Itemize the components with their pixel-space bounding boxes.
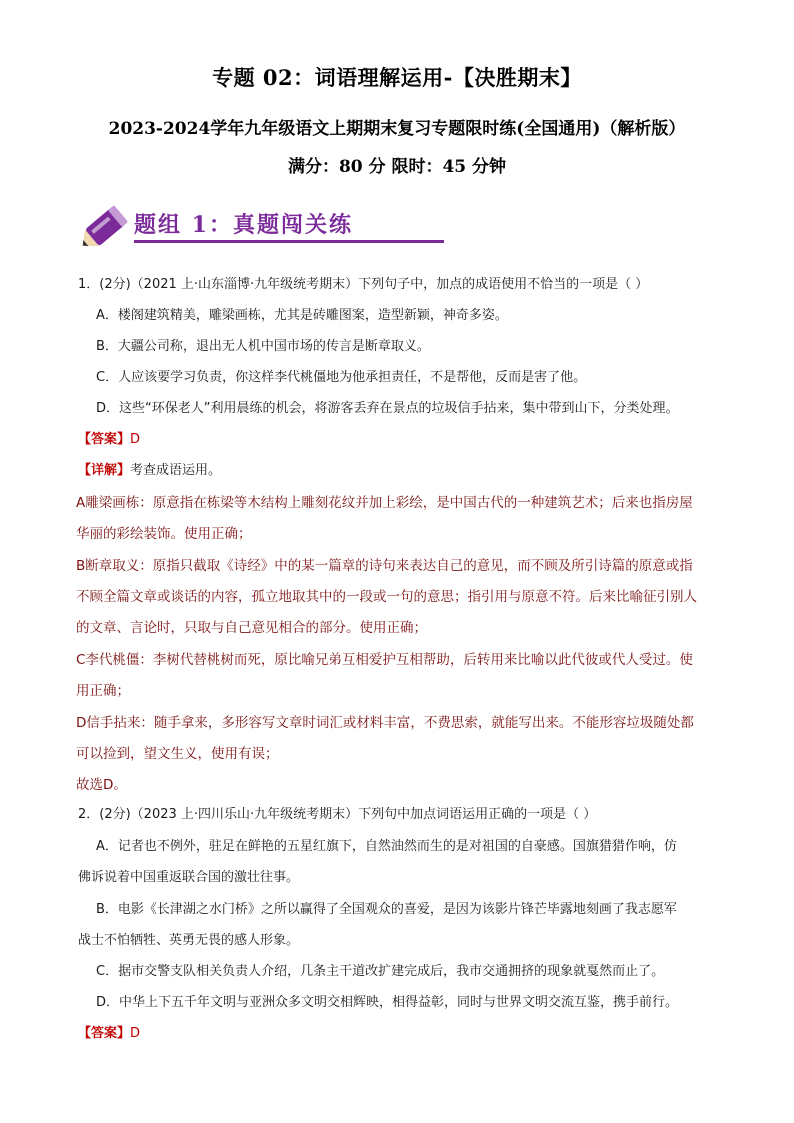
banner-underline	[134, 240, 444, 243]
q2-answer-label: 【答案】	[78, 1026, 131, 1041]
q2-stem: 2．(2分)（2023 上·四川乐山·九年级统考期末）下列句中加点词语运用正确的一项是（ ）	[78, 807, 597, 822]
q1-explanation-b-3: 的文章、言论时，只取与自己意见相合的部分。使用正确；	[76, 620, 427, 636]
q2-answer	[78, 1025, 140, 1043]
q1-option-d: D．这些“环保老人”利用晨练的机会，将游客丢弃在景点的垃圾信手拈来，集中带到山下，分类处理。	[96, 401, 679, 416]
q2-option-b-1: B．电影《长津湖之水门桥》之所以赢得了全国观众的喜爱，是因为该影片锋芒毕露地刻画了我志愿军	[96, 902, 677, 917]
q1-detail-label: 【详解】	[78, 463, 131, 478]
score-time-line: 满分：80 分 限时：45 分钟	[287, 157, 507, 177]
q1-detail-intro: 考查成语运用。	[130, 463, 222, 478]
q1-explanation-d-2: 可以捡到，望文生义，使用有误；	[76, 746, 279, 762]
q1-answer	[78, 431, 140, 449]
q1-explanation-c-2: 用正确；	[76, 683, 130, 699]
q1-explanation-b-2: 不顾全篇文章或谈话的内容，孤立地取其中的一段或一句的意思；指引用与原意不符。后来比喻征引别人	[76, 589, 697, 605]
q1-answer-label: 【答案】	[78, 432, 131, 447]
q1-explanation-a-2: 华丽的彩绘装饰。使用正确；	[76, 526, 252, 542]
section-banner	[74, 196, 374, 258]
q1-conclusion: 故选D。	[76, 777, 127, 793]
q1-stem: 1．(2分)（2021 上·山东淄博·九年级统考期末）下列句子中，加点的成语使用不恰当的一项是（ ）	[78, 277, 649, 292]
document-subtitle: 2023-2024学年九年级语文上期期末复习专题限时练(全国通用)（解析版）	[108, 119, 686, 139]
q1-explanation-b-1: B断章取义：原指只截取《诗经》中的某一篇章的诗句来表达自己的意见，而不顾及所引诗篇的原意或指	[76, 558, 693, 574]
q2-option-a-2: 佛诉说着中国重返联合国的激壮往事。	[78, 870, 300, 885]
q1-option-b: B．大疆公司称，退出无人机中国市场的传言是断章取义。	[96, 339, 430, 354]
q2-option-b-2: 战士不怕牺牲、英勇无畏的感人形象。	[78, 933, 300, 948]
pencil-icon	[74, 196, 136, 258]
q2-answer-value: D	[130, 1026, 141, 1041]
q1-option-c: C．人应该要学习负责，你这样李代桃僵地为他承担责任，不是帮他，反而是害了他。	[96, 370, 587, 385]
q1-answer-value: D	[130, 432, 141, 447]
document-title: 专题 02：词语理解运用-【决胜期末】	[212, 65, 582, 90]
q1-explanation-d-1: D信手拈来：随手拿来，多形容写文章时词汇或材料丰富，不费思索，就能写出来。不能形容垃圾随处都	[76, 715, 694, 731]
q2-option-c: C．据市交警支队相关负责人介绍，几条主干道改扩建完成后，我市交通拥挤的现象就戛然而止了。	[96, 964, 665, 979]
q1-explanation-c-1: C李代桃僵：李树代替桃树而死，原比喻兄弟互相爱护互相帮助，后转用来比喻以此代彼或代人受过。使	[76, 652, 693, 668]
banner-label: 题组 1：真题闯关练	[134, 212, 353, 238]
q2-option-a-1: A．记者也不例外，驻足在鲜艳的五星红旗下，自然油然而生的是对祖国的自豪感。国旗猎猎作响，仿	[96, 839, 677, 854]
q1-option-a: A．楼阁建筑精美，雕梁画栋，尤其是砖雕图案，造型新颖，神奇多姿。	[96, 308, 508, 323]
q1-detail	[78, 462, 221, 480]
q2-option-d: D．中华上下五千年文明与亚洲众多文明交相辉映，相得益彰，同时与世界文明交流互鉴，携手前行。	[96, 995, 679, 1010]
q1-explanation-a-1: A雕梁画栋：原意指在栋梁等木结构上雕刻花纹并加上彩绘，是中国古代的一种建筑艺术；后来也指房屋	[76, 495, 693, 511]
